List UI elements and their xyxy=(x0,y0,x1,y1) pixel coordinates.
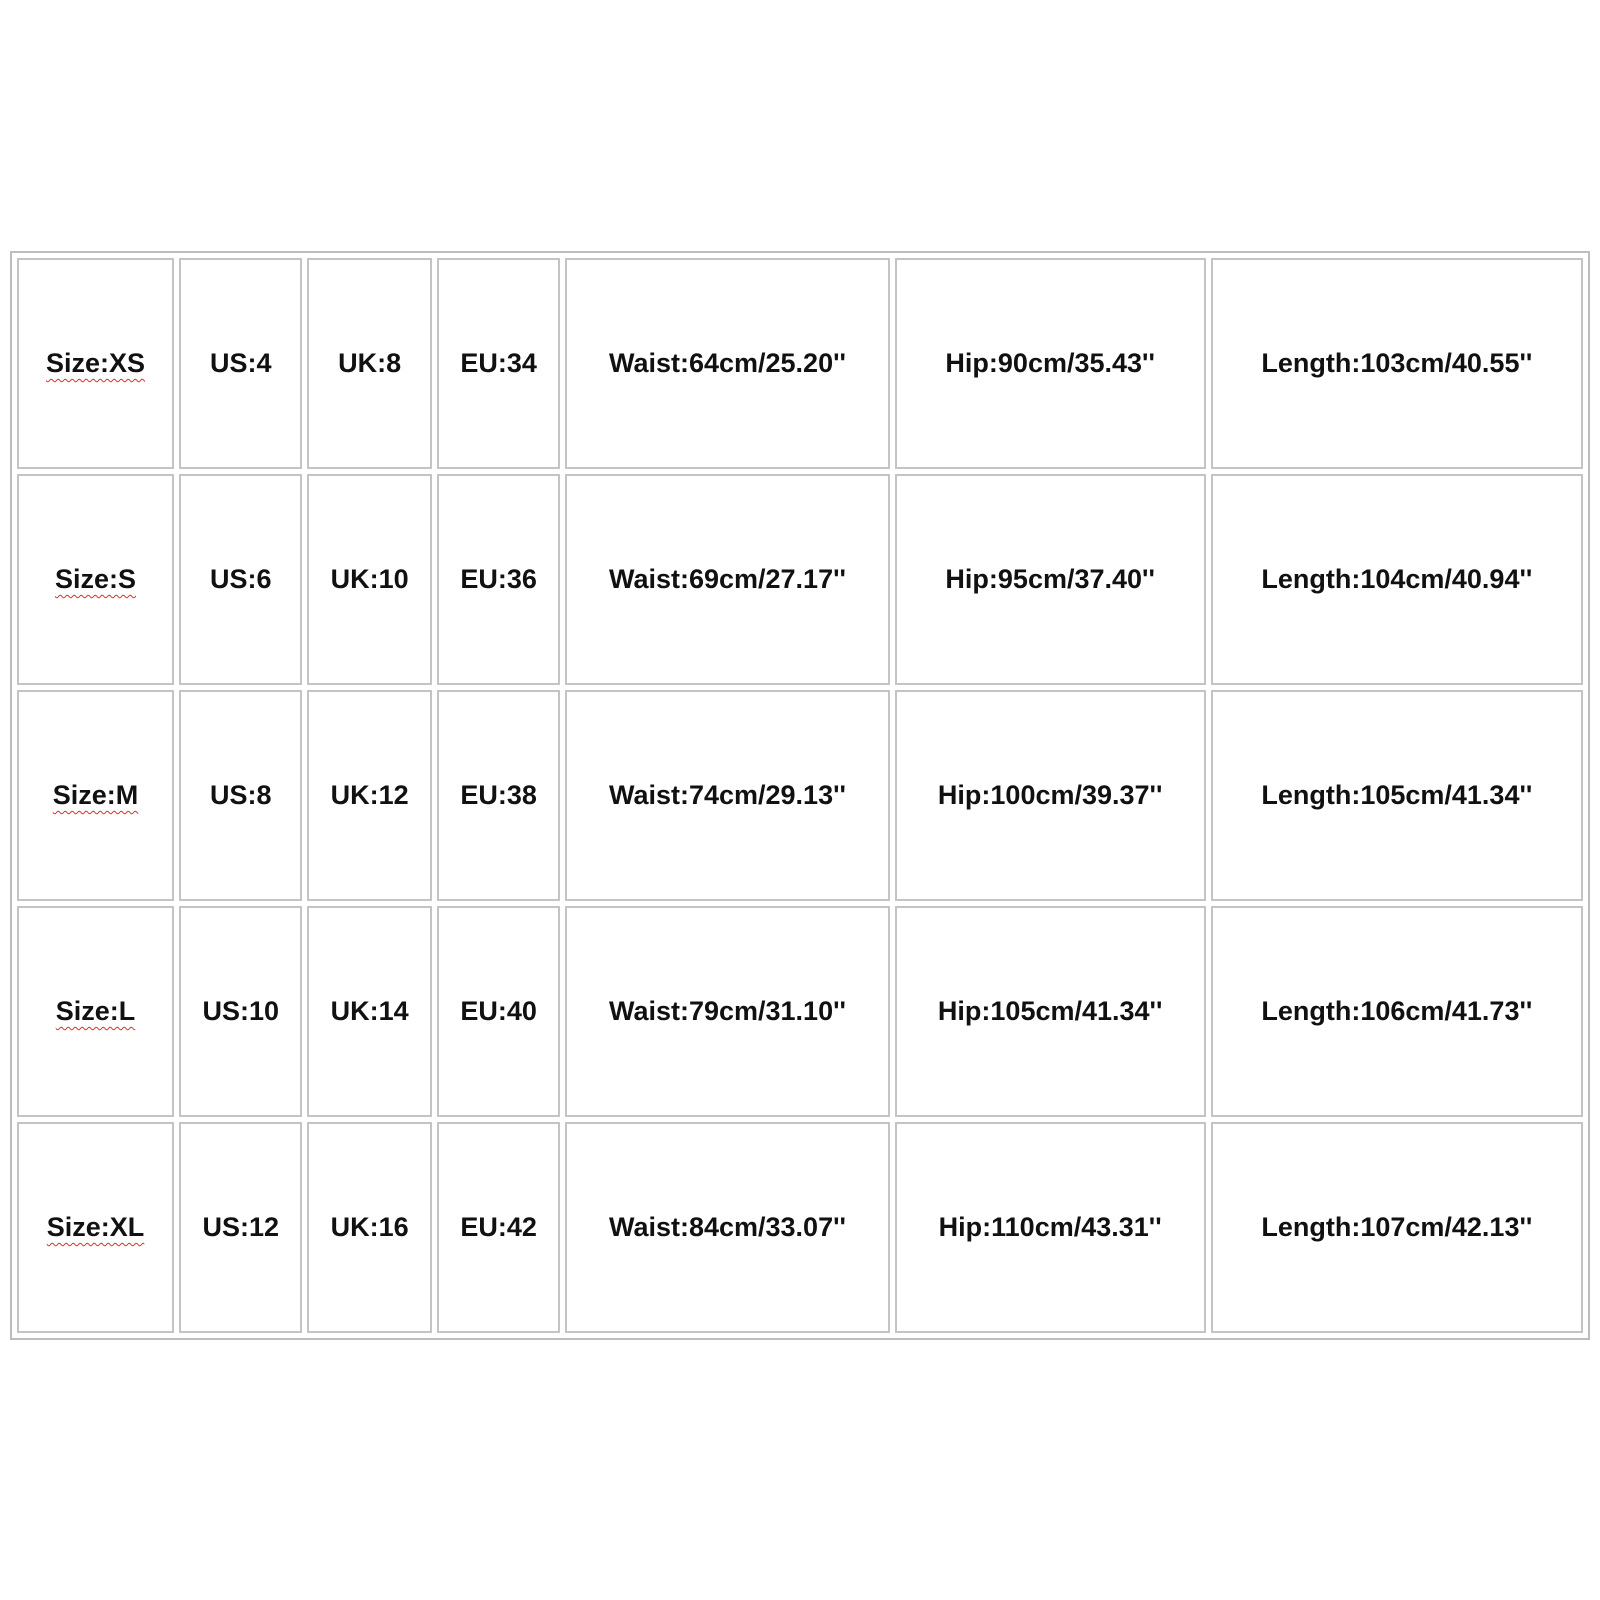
length-cell: Length:103cm/40.55'' xyxy=(1211,258,1583,469)
length-cell: Length:104cm/40.94'' xyxy=(1211,474,1583,685)
size-label: Size:XL xyxy=(46,1212,145,1242)
eu-size-cell: EU:34 xyxy=(437,258,560,469)
size-row-xl xyxy=(17,1122,1583,1333)
us-size-cell: US:4 xyxy=(179,258,302,469)
size-row-s xyxy=(17,474,1583,685)
length-cell: Length:105cm/41.34'' xyxy=(1211,690,1583,901)
length-cell: Length:106cm/41.73'' xyxy=(1211,906,1583,1117)
size-chart-table xyxy=(10,251,1590,1340)
uk-size-cell: UK:14 xyxy=(307,906,431,1117)
eu-size-cell: EU:40 xyxy=(437,906,560,1117)
hip-cell: Hip:95cm/37.40'' xyxy=(895,474,1206,685)
waist-cell: Waist:79cm/31.10'' xyxy=(565,906,889,1117)
size-row-l xyxy=(17,906,1583,1117)
hip-cell: Hip:110cm/43.31'' xyxy=(895,1122,1206,1333)
size-row-m xyxy=(17,690,1583,901)
us-size-cell: US:6 xyxy=(179,474,302,685)
size-cell xyxy=(17,258,174,469)
waist-cell: Waist:69cm/27.17'' xyxy=(565,474,889,685)
size-chart-body xyxy=(17,258,1583,1333)
size-label: Size:L xyxy=(55,996,136,1026)
size-row-xs xyxy=(17,258,1583,469)
eu-size-cell: EU:38 xyxy=(437,690,560,901)
eu-size-cell: EU:42 xyxy=(437,1122,560,1333)
us-size-cell: US:10 xyxy=(179,906,302,1117)
size-label: Size:XS xyxy=(46,348,146,378)
us-size-cell: US:12 xyxy=(179,1122,302,1333)
size-cell xyxy=(17,474,174,685)
length-cell: Length:107cm/42.13'' xyxy=(1211,1122,1583,1333)
hip-cell: Hip:105cm/41.34'' xyxy=(895,906,1206,1117)
hip-cell: Hip:100cm/39.37'' xyxy=(895,690,1206,901)
size-cell xyxy=(17,690,174,901)
uk-size-cell: UK:10 xyxy=(307,474,431,685)
eu-size-cell: EU:36 xyxy=(437,474,560,685)
size-label: Size:M xyxy=(52,780,139,810)
size-label: Size:S xyxy=(55,564,137,594)
waist-cell: Waist:74cm/29.13'' xyxy=(565,690,889,901)
us-size-cell: US:8 xyxy=(179,690,302,901)
waist-cell: Waist:64cm/25.20'' xyxy=(565,258,889,469)
size-cell xyxy=(17,906,174,1117)
hip-cell: Hip:90cm/35.43'' xyxy=(895,258,1206,469)
size-cell xyxy=(17,1122,174,1333)
uk-size-cell: UK:12 xyxy=(307,690,431,901)
waist-cell: Waist:84cm/33.07'' xyxy=(565,1122,889,1333)
uk-size-cell: UK:8 xyxy=(307,258,431,469)
uk-size-cell: UK:16 xyxy=(307,1122,431,1333)
